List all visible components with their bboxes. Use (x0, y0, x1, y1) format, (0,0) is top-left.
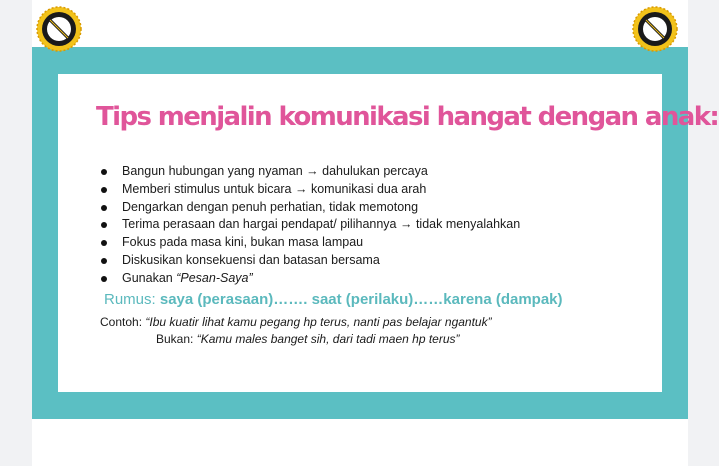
tip-prefix: Gunakan (122, 270, 177, 285)
example-line (100, 314, 492, 330)
tips-list (100, 163, 620, 288)
counter-example-line (156, 331, 460, 347)
tip-text: Memberi stimulus untuk bicara → komunikasi dua arah (122, 181, 427, 196)
list-item (100, 270, 620, 288)
seal-badge-icon (632, 6, 678, 52)
list-item (100, 234, 620, 252)
tip-text: Bangun hubungan yang nyaman → dahulukan percaya (122, 164, 428, 178)
slide-title: Tips menjalin komunikasi hangat dengan anak: (96, 102, 719, 132)
list-item (100, 163, 620, 181)
seal-badge-icon (36, 6, 82, 52)
example-label: Contoh: (100, 315, 146, 329)
formula-label: Rumus: (104, 291, 160, 308)
tip-text: Diskusikan konsekuensi dan batasan bersama (122, 252, 380, 267)
formula-value: saya (perasaan)……. saat (perilaku)……karena (dampak) (159, 291, 563, 308)
tip-italic-text: “Pesan-Saya” (176, 270, 253, 285)
tip-text: Terima perasaan dan hargai pendapat/ pilihannya → tidak menyalahkan (122, 217, 521, 232)
list-item (100, 252, 620, 270)
counter-example-quote: “Kamu males banget sih, dari tadi maen hp terus” (196, 332, 460, 346)
list-item (100, 181, 620, 199)
tip-text: Fokus pada masa kini, bukan masa lampau (122, 235, 364, 250)
example-quote: “Ibu kuatir lihat kamu pegang hp terus, nanti pas belajar ngantuk” (145, 315, 492, 329)
formula-line (104, 289, 563, 311)
counter-example-label: Bukan: (156, 332, 197, 346)
tip-text: Dengarkan dengan penuh perhatian, tidak memotong (122, 199, 419, 214)
list-item (100, 199, 620, 217)
list-item (100, 216, 620, 234)
